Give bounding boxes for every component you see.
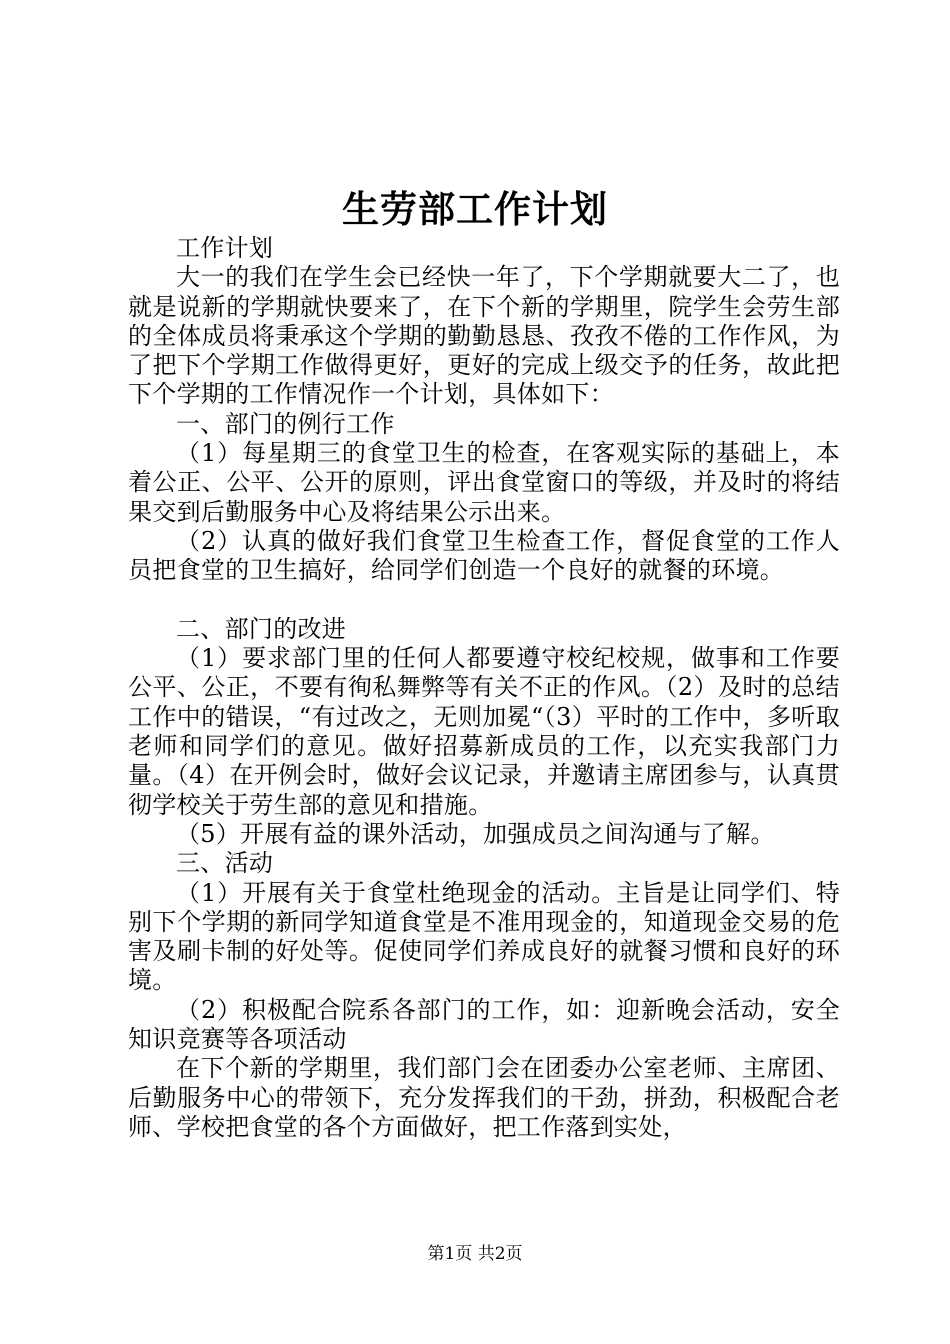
paragraph-heading-plan: 工作计划 xyxy=(176,234,274,262)
section-heading-activities: 三、活动 xyxy=(176,849,274,878)
paragraph-activity-1: （1）开展有关于食堂杜绝现金的活动。主旨是让同学们、特别下个学期的新同学知道食堂是不准用现金的，知道现金交易的危害及刷卡制的好处等。促使同学们养成良好的就餐习惯和良好的环境。 xyxy=(128,878,840,995)
document-body xyxy=(128,234,840,1142)
paragraph-routine-2: （2）认真的做好我们食堂卫生检查工作，督促食堂的工作人员把食堂的卫生搞好，给同学们创造一个良好的就餐的环境。 xyxy=(128,526,840,585)
page-number-footer: 第1页 共2页 xyxy=(427,1244,523,1264)
section-heading-improvement: 二、部门的改进 xyxy=(176,614,347,643)
paragraph-routine-1: （1）每星期三的食堂卫生的检查，在客观实际的基础上，本着公正、公平、公开的原则，评出食堂窗口的等级，并及时的将结果交到后勤服务中心及将结果公示出来。 xyxy=(128,439,840,526)
paragraph-improvement-1: （1）要求部门里的任何人都要遵守校纪校规，做事和工作要公平、公正，不要有徇私舞弊等有关不正的作风。（2）及时的总结工作中的错误，“有过改之，无则加冕“（3）平时的工作中，多听取老师和同学们的意见。做好招募新成员的工作，以充实我部门力量。（4）在开例会时，做好会议记录，并邀请主席团参与，认真贯彻学校关于劳生部的意见和措施。 xyxy=(128,644,840,819)
paragraph-activity-2: （2）积极配合院系各部门的工作，如：迎新晚会活动，安全知识竞赛等各项活动 xyxy=(128,995,840,1054)
paragraph-spacer xyxy=(128,586,840,615)
document-title: 生劳部工作计划 xyxy=(342,187,608,231)
section-heading-routine: 一、部门的例行工作 xyxy=(176,409,395,438)
paragraph-closing: 在下个新的学期里，我们部门会在团委办公室老师、主席团、后勤服务中心的带领下，充分发挥我们的干劲，拼劲，积极配合老师、学校把食堂的各个方面做好，把工作落到实处， xyxy=(128,1054,840,1141)
paragraph-intro: 大一的我们在学生会已经快一年了，下个学期就要大二了，也就是说新的学期就快要来了，在下个新的学期里，院学生会劳生部的全体成员将秉承这个学期的勤勤恳恳、孜孜不倦的工作作风，为了把下个学期工作做得更好，更好的完成上级交予的任务，故此把下个学期的工作情况作一个计划，具体如下： xyxy=(128,263,840,409)
paragraph-improvement-5: （5）开展有益的课外活动，加强成员之间沟通与了解。 xyxy=(176,819,775,848)
